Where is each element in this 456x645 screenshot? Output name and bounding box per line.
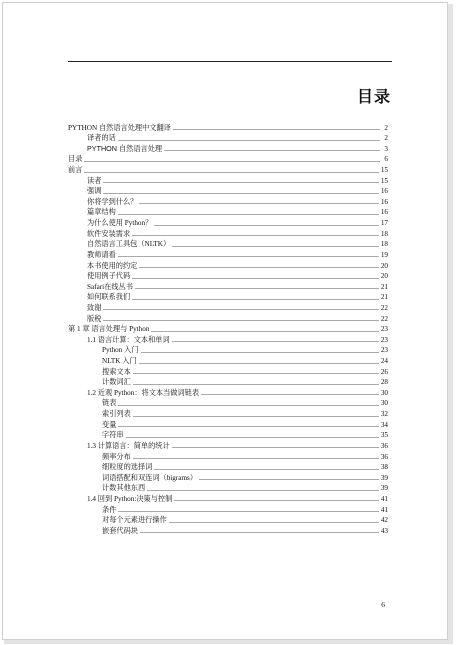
toc-entry[interactable]	[68, 365, 388, 376]
toc-entry-title: 嵌套代码块	[102, 526, 138, 535]
toc-entry[interactable]	[68, 153, 388, 164]
dot-leader	[126, 437, 379, 438]
toc-entry-title: 计数其他东西	[102, 484, 146, 493]
toc-entry-page: 3	[384, 144, 388, 153]
toc-entry-page: 15	[380, 166, 388, 175]
dot-leader	[151, 331, 378, 332]
toc-entry-title: 变量	[102, 420, 117, 429]
toc-entry-page: 20	[380, 272, 388, 281]
dot-leader	[173, 129, 380, 130]
toc-entry[interactable]	[68, 471, 388, 482]
toc-entry-page: 39	[380, 473, 388, 482]
toc-entry[interactable]	[68, 354, 388, 365]
toc-entry-page: 15	[380, 176, 388, 185]
toc-entry-page: 35	[380, 431, 388, 440]
toc-entry-title: 1.2 近观 Python：将文本当做词链表	[87, 388, 200, 397]
toc-entry[interactable]	[68, 439, 388, 450]
dot-leader	[133, 373, 379, 374]
toc-entry[interactable]	[68, 450, 388, 461]
dot-leader	[118, 214, 379, 215]
toc-entry[interactable]	[68, 174, 388, 185]
toc-entry[interactable]	[68, 429, 388, 440]
toc-entry-title: 计数词汇	[102, 378, 131, 387]
toc-entry[interactable]	[68, 418, 388, 429]
toc-entry-page: 20	[380, 261, 388, 270]
toc-entry-page: 2	[384, 123, 388, 132]
toc-entry[interactable]	[68, 407, 388, 418]
dot-leader	[103, 309, 378, 310]
toc-entry-page: 18	[380, 229, 388, 238]
toc-entry-page: 30	[380, 388, 388, 397]
toc-entry[interactable]	[68, 482, 388, 493]
dot-leader	[118, 426, 378, 427]
toc-entry-page: 36	[380, 452, 388, 461]
toc-entry[interactable]	[68, 206, 388, 217]
toc-entry[interactable]	[68, 492, 388, 503]
toc-entry[interactable]	[68, 323, 388, 334]
toc-entry-title: 自然语言工具包（NLTK）	[87, 240, 171, 249]
toc-entry-page: 23	[380, 335, 388, 344]
dot-leader	[172, 246, 379, 247]
toc-entry-page: 42	[380, 516, 388, 525]
toc-entry-title: 读者	[87, 176, 102, 185]
toc-entry-page: 16	[380, 187, 388, 196]
toc-entry-title: Safari在线丛书	[87, 282, 133, 291]
dot-leader	[164, 150, 380, 151]
toc-entry-page: 16	[380, 208, 388, 217]
toc-entry-title: PYTHON 自然语言处理中文翻译	[68, 123, 171, 132]
toc-entry-page: 16	[380, 197, 388, 206]
toc-entry-page: 32	[380, 410, 388, 419]
toc-entry-title: 译者的话	[87, 134, 116, 143]
header-rule	[68, 61, 392, 62]
toc-entry-title: Python 入门	[102, 346, 139, 355]
toc-entry-page: 41	[380, 505, 388, 514]
toc-entry-page: 28	[380, 378, 388, 387]
toc-entry-title: 版税	[87, 314, 102, 323]
dot-leader	[201, 394, 379, 395]
toc-entry-title: 使用例子代码	[87, 272, 131, 281]
dot-leader	[132, 299, 379, 300]
dot-leader	[172, 341, 379, 342]
page-shadow-right	[448, 4, 453, 642]
dot-leader	[174, 500, 379, 501]
toc-entry-title: 如何联系我们	[87, 293, 131, 302]
dot-leader	[132, 278, 379, 279]
toc-entry[interactable]	[68, 238, 388, 249]
toc-entry-title: 第 1 章 语言处理与 Python	[68, 325, 150, 334]
dot-leader	[103, 320, 378, 321]
toc-entry-title: 词语搭配和双连词（bigrams）	[102, 473, 198, 482]
dot-leader	[118, 405, 378, 406]
dot-leader	[139, 267, 378, 268]
dot-leader	[133, 416, 379, 417]
dot-leader	[133, 458, 379, 459]
toc-entry[interactable]	[68, 397, 388, 408]
dot-leader	[132, 235, 379, 236]
toc-entry-title: 频率分布	[102, 452, 131, 461]
toc-entry-page: 17	[380, 219, 388, 228]
toc-entry[interactable]	[68, 461, 388, 472]
toc-entry-page: 36	[380, 441, 388, 450]
toc-entry-page: 26	[380, 367, 388, 376]
dot-leader	[133, 384, 379, 385]
dot-leader	[84, 172, 378, 173]
toc-entry-title: 链表	[102, 399, 117, 408]
toc-entry[interactable]	[68, 259, 388, 270]
toc-entry-title: 1.4 回到 Python:决策与控制	[87, 494, 173, 503]
toc-entry-title: 索引列表	[102, 410, 131, 419]
dot-leader	[103, 193, 378, 194]
table-of-contents	[68, 121, 388, 535]
toc-entry-title: 你将学到什么？	[87, 197, 138, 206]
dot-leader	[140, 532, 379, 533]
dot-leader	[172, 447, 379, 448]
toc-entry-title: 目录	[68, 155, 83, 164]
toc-entry[interactable]	[68, 301, 388, 312]
toc-entry[interactable]	[68, 312, 388, 323]
dot-leader	[141, 352, 379, 353]
toc-entry[interactable]	[68, 524, 388, 535]
toc-entry-page: 19	[380, 250, 388, 259]
toc-entry-page: 30	[380, 399, 388, 408]
toc-entry-page: 21	[380, 282, 388, 291]
toc-entry[interactable]	[68, 185, 388, 196]
toc-entry[interactable]	[68, 333, 388, 344]
toc-entry[interactable]	[68, 376, 388, 387]
toc-entry-page: 41	[380, 494, 388, 503]
toc-entry[interactable]	[68, 344, 388, 355]
toc-entry-title: 1.3 计算语言：简单的统计	[87, 441, 170, 450]
dot-leader	[139, 363, 379, 364]
toc-entry[interactable]	[68, 386, 388, 397]
toc-entry-title: NLTK 入门	[102, 357, 137, 366]
toc-entry-page: 22	[380, 303, 388, 312]
dot-leader	[118, 256, 379, 257]
toc-entry[interactable]	[68, 163, 388, 174]
toc-entry-title: 搜索文本	[102, 367, 131, 376]
toc-entry[interactable]	[68, 270, 388, 281]
page-shadow-bottom	[4, 640, 453, 644]
toc-entry-page: 18	[380, 240, 388, 249]
dot-leader	[169, 522, 379, 523]
toc-entry-title: 软件安装需求	[87, 229, 131, 238]
toc-entry-title: 对每个元素进行操作	[102, 516, 167, 525]
toc-entry[interactable]	[68, 132, 388, 143]
dot-leader	[154, 225, 379, 226]
toc-entry[interactable]	[68, 291, 388, 302]
toc-entry-title: 本书使用的约定	[87, 261, 138, 270]
toc-entry-page: 43	[380, 526, 388, 535]
dot-leader	[118, 140, 380, 141]
dot-leader	[147, 490, 379, 491]
toc-entry-title: 强调	[87, 187, 102, 196]
toc-entry[interactable]	[68, 195, 388, 206]
dot-leader	[199, 479, 379, 480]
toc-entry[interactable]	[68, 248, 388, 259]
dot-leader	[103, 182, 378, 183]
toc-entry-title: 条件	[102, 505, 117, 514]
toc-entry[interactable]	[68, 227, 388, 238]
toc-entry[interactable]	[68, 503, 388, 514]
dot-leader	[118, 511, 378, 512]
toc-entry[interactable]	[68, 216, 388, 227]
toc-entry-title: 1.1 语言计算：文本和单词	[87, 335, 170, 344]
toc-entry-title: 篇章结构	[87, 208, 116, 217]
toc-entry-page: 39	[380, 484, 388, 493]
toc-entry-page: 34	[380, 420, 388, 429]
toc-entry[interactable]	[68, 121, 388, 132]
dot-leader	[84, 161, 380, 162]
dot-leader	[154, 469, 378, 470]
toc-entry-page: 2	[384, 134, 388, 143]
toc-entry-title: 教师请看	[87, 250, 116, 259]
page-title: 目录	[356, 87, 391, 106]
toc-entry-page: 23	[380, 346, 388, 355]
toc-entry[interactable]	[68, 142, 388, 153]
toc-entry-page: 38	[380, 463, 388, 472]
toc-entry-page: 6	[384, 155, 388, 164]
toc-entry-page: 23	[380, 325, 388, 334]
toc-entry-title: 为什么使用 Python？	[87, 219, 153, 228]
dot-leader	[139, 203, 378, 204]
toc-entry-title: 前言	[68, 166, 83, 175]
toc-entry[interactable]	[68, 280, 388, 291]
toc-entry-title: 细粒度的选择词	[102, 463, 153, 472]
toc-entry-page: 24	[380, 357, 388, 366]
toc-entry-title: PYTHON 自然语言处理	[87, 143, 163, 153]
toc-entry[interactable]	[68, 514, 388, 525]
dot-leader	[135, 288, 379, 289]
toc-entry-page: 22	[380, 314, 388, 323]
toc-entry-title: 字符串	[102, 431, 124, 440]
page-number: 6	[381, 600, 385, 609]
toc-entry-page: 21	[380, 293, 388, 302]
toc-entry-title: 致谢	[87, 303, 102, 312]
